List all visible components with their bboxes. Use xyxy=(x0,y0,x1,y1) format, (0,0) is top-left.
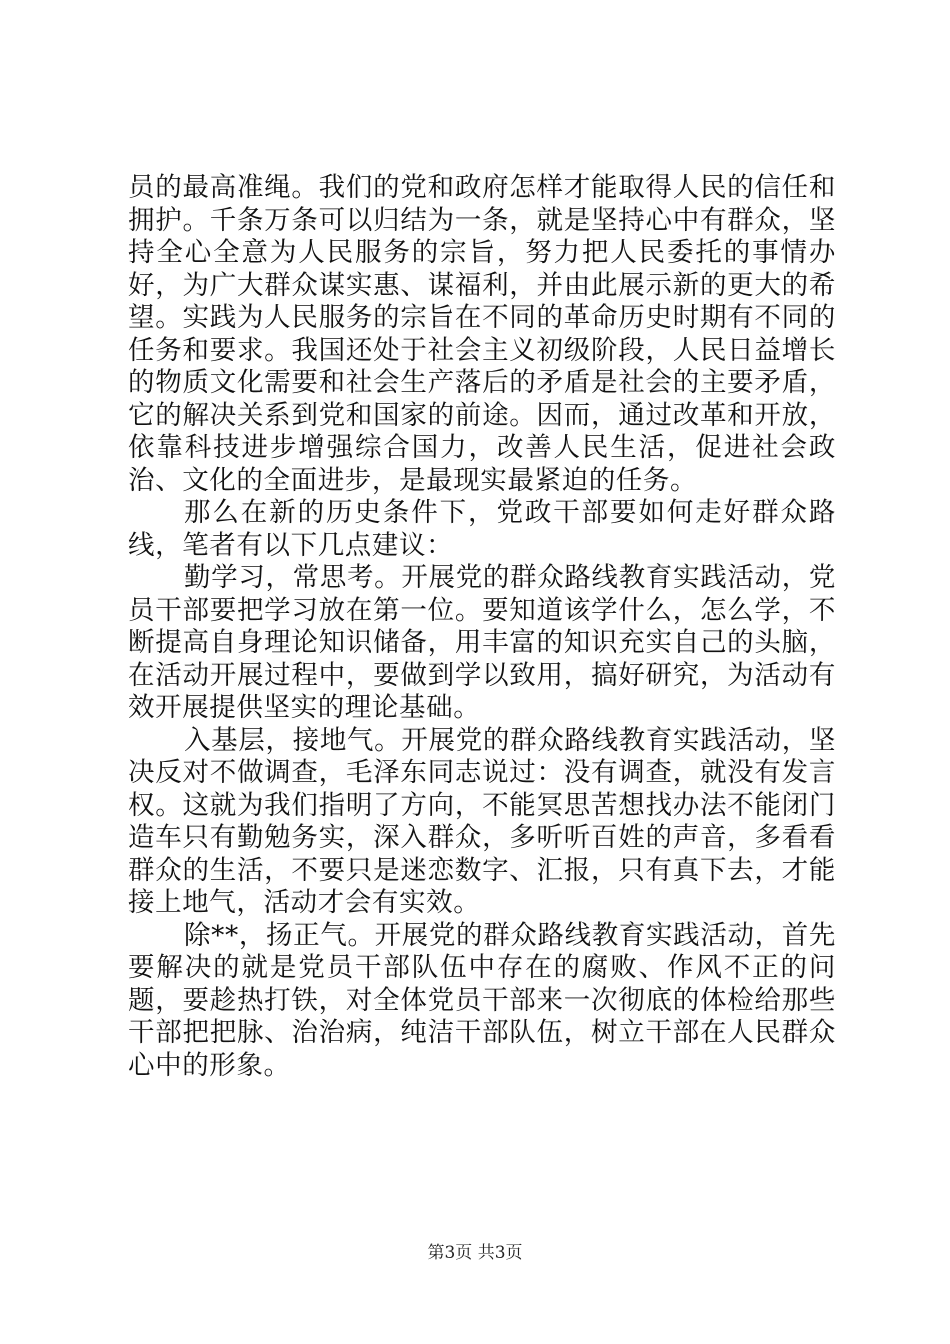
paragraph-continuation: 员的最高准绳。我们的党和政府怎样才能取得人民的信任和拥护。千条万条可以归结为一条，就是坚持心中有群众，坚持全心全意为人民服务的宗旨，努力把人民委托的事情办好，为广大群众谋实惠、谋福利，并由此展示新的更大的希望。实践为人民服务的宗旨在不同的革命历史时期有不同的任务和要求。我国还处于社会主义初级阶段，人民日益增长的物质文化需要和社会生产落后的矛盾是社会的主要矛盾，它的解决关系到党和国家的前途。因而，通过改革和开放，依靠科技进步增强综合国力，改善人民生活，促进社会政治、文化的全面进步，是最现实最紧迫的任务。 xyxy=(128,172,836,496)
document-body xyxy=(128,172,836,1082)
paragraph-grassroots: 入基层，接地气。开展党的群众路线教育实践活动，坚决反对不做调查，毛泽东同志说过：没有调查，就没有发言权。这就为我们指明了方向，不能冥思苦想找办法不能闭门造车只有勤勉务实，深入群众，多听听百姓的声音，多看看群众的生活，不要只是迷恋数字、汇报，只有真下去，才能接上地气，活动才会有实效。 xyxy=(128,724,836,918)
paragraph-study: 勤学习，常思考。开展党的群众路线教育实践活动，党员干部要把学习放在第一位。要知道该学什么，怎么学，不断提高自身理论知识储备，用丰富的知识充实自己的头脑，在活动开展过程中，要做到学以致用，搞好研究，为活动有效开展提供坚实的理论基础。 xyxy=(128,562,836,723)
paragraph-integrity: 除**，扬正气。开展党的群众路线教育实践活动，首先要解决的就是党员干部队伍中存在的腐败、作风不正的问题，要趁热打铁，对全体党员干部来一次彻底的体检给那些干部把把脉、治治病，纯洁干部队伍，树立干部在人民群众心中的形象。 xyxy=(128,919,836,1081)
page-footer: 第3页 共3页 xyxy=(427,1243,523,1263)
paragraph-intro-suggestions: 那么在新的历史条件下，党政干部要如何走好群众路线，笔者有以下几点建议： xyxy=(128,497,836,561)
